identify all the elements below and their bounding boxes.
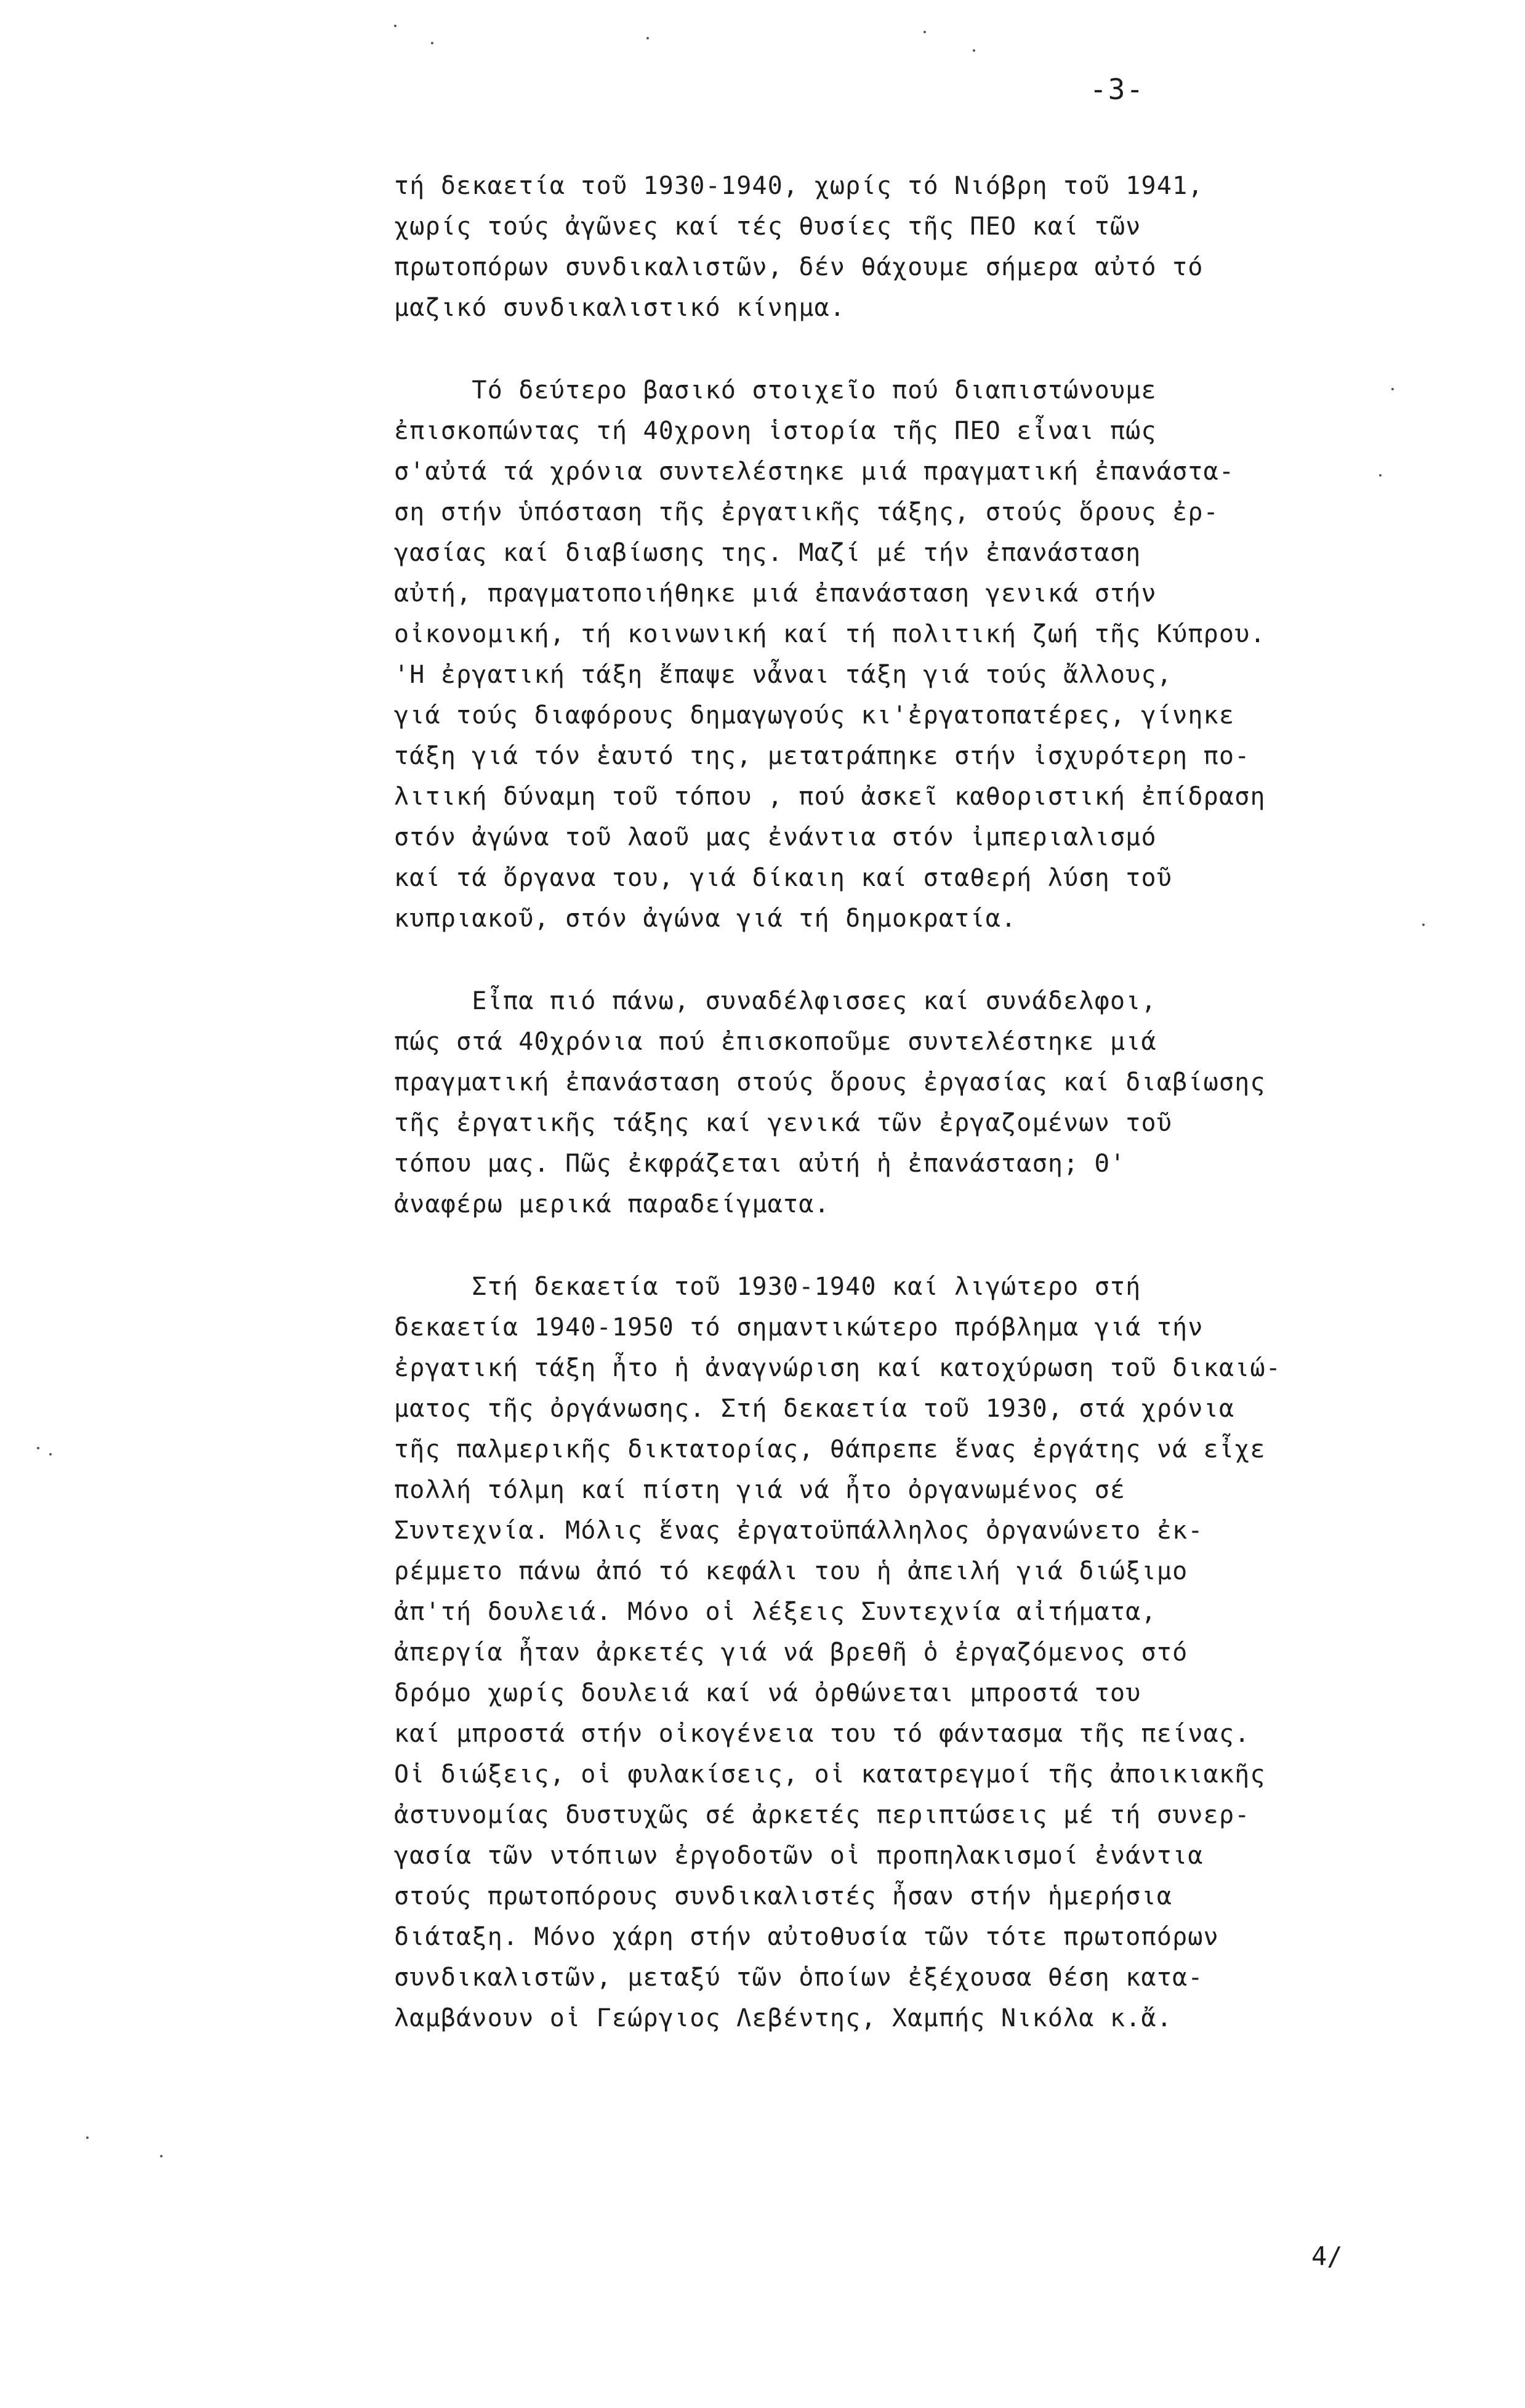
text-line: τή δεκαετία τοῦ 1930-1940, χωρίς τό Νιόβρη τοῦ 1941, [394,172,1204,200]
text-line: τῆς παλμερικῆς δικτατορίας, θάπρεπε ἕνας ἐργάτης νά εἶχε [394,1435,1266,1464]
scan-speck [160,2155,163,2157]
text-line: γασίας καί διαβίωσης της. Μαζί μέ τήν ἐπανάσταση [394,539,1141,567]
scan-speck [49,1453,52,1456]
text-line: Στή δεκαετία τοῦ 1930-1940 καί λιγώτερο στή [394,1273,1141,1301]
text-line: Συντεχνία. Μόλις ἕνας ἐργατοϋπάλληλος ὀργανώνετο ἐκ- [394,1516,1204,1545]
page-number: -3- [1090,73,1145,106]
text-line: ἀπεργία ἦταν ἀρκετές γιά νά βρεθῆ ὁ ἐργαζόμενος στό [394,1638,1188,1667]
text-line: τῆς ἐργατικῆς τάξης καί γενικά τῶν ἐργαζομένων τοῦ [394,1109,1173,1137]
text-line: οἰκονομική, τή κοινωνική καί τή πολιτική ζωή τῆς Κύπρου. [394,620,1266,648]
scan-speck [1422,924,1425,926]
text-line: τάξη γιά τόν ἑαυτό της, μετατράπηκε στήν ἰσχυρότερη πο- [394,742,1250,770]
text-line: διάταξη. Μόνο χάρη στήν αὐτοθυσία τῶν τότε πρωτοπόρων [394,1923,1219,1951]
text-line: ἐργατική τάξη ἦτο ἡ ἀναγνώριση καί κατοχύρωση τοῦ δικαιώ- [394,1354,1282,1382]
text-line: ἀστυνομίας δυστυχῶς σέ ἀρκετές περιπτώσεις μέ τή συνερ- [394,1801,1250,1829]
text-line: συνδικαλιστῶν, μεταξύ τῶν ὁποίων ἐξέχουσα θέση κατα- [394,1963,1204,1992]
text-line: δρόμο χωρίς δουλειά καί νά ὀρθώνεται μπροστά του [394,1679,1141,1707]
scan-speck [86,2136,89,2139]
text-line: σ'αὐτά τά χρόνια συντελέστηκε μιά πραγματική ἐπανάστα- [394,457,1235,486]
text-line: Εἶπα πιό πάνω, συναδέλφισσες καί συνάδελφοι, [394,987,1157,1015]
text-line: γιά τούς διαφόρους δημαγωγούς κι'ἐργατοπατέρες, γίνηκε [394,701,1235,730]
text-line: τόπου μας. Πῶς ἐκφράζεται αὐτή ἡ ἐπανάσταση; Θ' [394,1150,1126,1178]
text-line: Τό δεύτερο βασικό στοιχεῖο πού διαπιστώνουμε [394,376,1157,405]
scan-speck [973,49,975,52]
text-line: αὐτή, πραγματοποιήθηκε μιά ἐπανάσταση γενικά στήν [394,579,1157,608]
scan-speck [646,37,649,39]
text-line: στούς πρωτοπόρους συνδικαλιστές ἦσαν στήν ἡμερήσια [394,1882,1173,1911]
text-line: καί τά ὄργανα του, γιά δίκαιη καί σταθερή λύση τοῦ [394,864,1173,892]
text-line: ἀπ'τή δουλειά. Μόνο οἱ λέξεις Συντεχνία αἰτήματα, [394,1598,1157,1626]
text-line: λιτική δύναμη τοῦ τόπου , πού ἀσκεῖ καθοριστική ἐπίδραση [394,783,1266,811]
text-line: λαμβάνουν οἱ Γεώργιος Λεβέντης, Χαμπής Νικόλα κ.ἄ. [394,2004,1173,2032]
scan-speck [431,42,433,44]
scan-speck [394,25,396,27]
text-line: κυπριακοῦ, στόν ἀγώνα γιά τή δημοκρατία. [394,904,1017,933]
text-line: καί μπροστά στήν οἰκογένεια του τό φάντασμα τῆς πείνας. [394,1720,1250,1748]
continuation-marker: 4/ [1311,2241,1343,2271]
text-line: ἐπισκοπώντας τή 40χρονη ἱστορία τῆς ΠΕΟ εἶναι πώς [394,417,1157,445]
text-line: μαζικό συνδικαλιστικό κίνημα. [394,294,846,322]
text-line: πολλή τόλμη καί πίστη γιά νά ἦτο ὀργανωμένος σέ [394,1476,1126,1504]
text-line: Οἱ διώξεις, οἱ φυλακίσεις, οἱ κατατρεγμοί τῆς ἀποικιακῆς [394,1760,1266,1789]
text-line: χωρίς τούς ἀγῶνες καί τές θυσίες τῆς ΠΕΟ καί τῶν [394,212,1141,241]
scan-speck [37,1447,39,1449]
text-line: ση στήν ὑπόσταση τῆς ἐργατικῆς τάξης, στούς ὅρους ἐρ- [394,498,1219,526]
text-line: ἀναφέρω μερικά παραδείγματα. [394,1190,830,1218]
scan-speck [1379,474,1382,477]
scan-speck [923,31,926,33]
text-line: δεκαετία 1940-1950 τό σημαντικώτερο πρόβλημα γιά τήν [394,1313,1204,1342]
text-line: πραγματική ἐπανάσταση στούς ὅρους ἐργασίας καί διαβίωσης [394,1068,1266,1097]
text-line: πώς στά 40χρόνια πού ἐπισκοποῦμε συντελέστηκε μιά [394,1028,1157,1056]
text-line: γασία τῶν ντόπιων ἐργοδοτῶν οἱ προπηλακισμοί ἐνάντια [394,1842,1204,1870]
text-line: ρέμμετο πάνω ἀπό τό κεφάλι του ἡ ἀπειλή γιά διώξιμο [394,1557,1188,1585]
scan-speck [1391,388,1394,390]
text-line: ματος τῆς ὀργάνωσης. Στή δεκαετία τοῦ 1930, στά χρόνια [394,1395,1235,1423]
text-line: πρωτοπόρων συνδικαλιστῶν, δέν θάχουμε σήμερα αὐτό τό [394,253,1204,281]
text-line: 'Η ἐργατική τάξη ἔπαψε νἆναι τάξη γιά τούς ἄλλους, [394,661,1173,689]
text-line: στόν ἀγώνα τοῦ λαοῦ μας ἐνάντια στόν ἰμπεριαλισμό [394,823,1157,852]
